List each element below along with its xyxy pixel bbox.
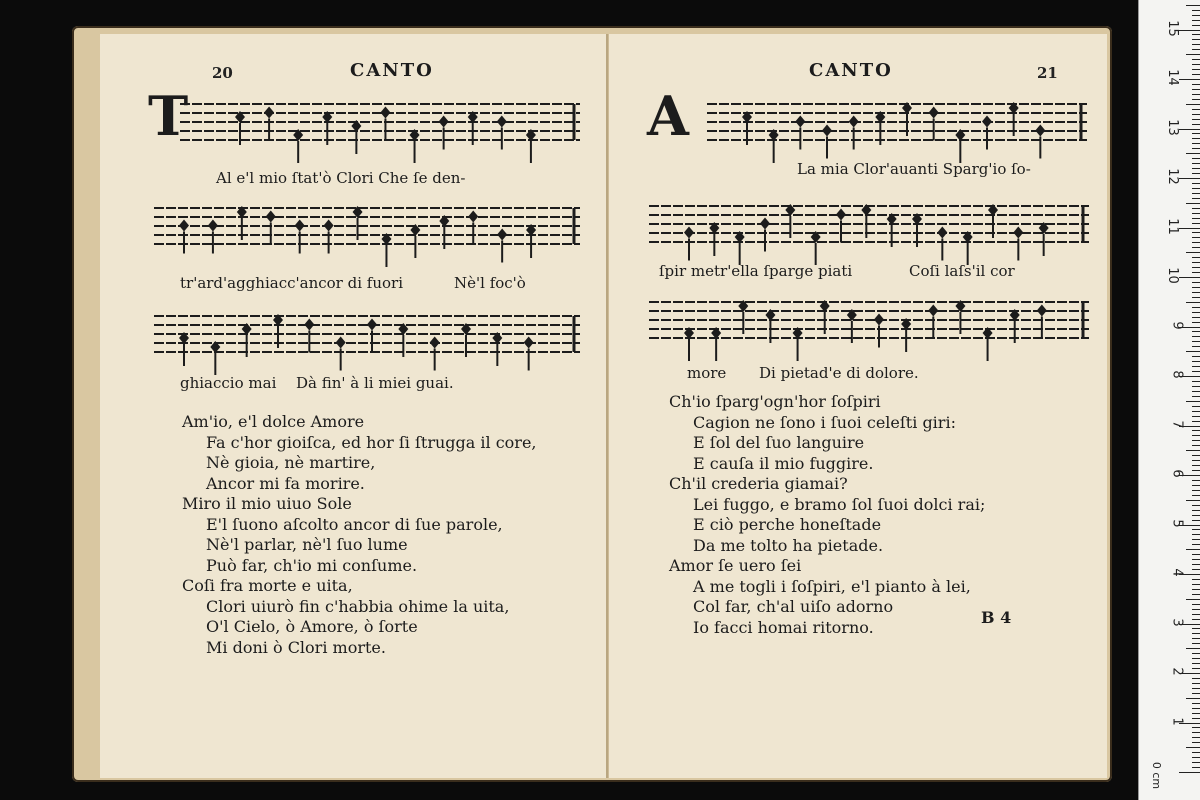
ruler-tick	[1192, 767, 1200, 768]
ruler-tick	[1186, 648, 1200, 649]
note-head	[795, 116, 805, 128]
lyric-line: Di pietad'e di dolore.	[759, 364, 919, 382]
ruler-tick	[1186, 351, 1200, 352]
note-head	[439, 116, 449, 128]
ruler-tick	[1192, 594, 1200, 595]
ruler-tick	[1192, 757, 1200, 758]
ruler-tick	[1186, 450, 1200, 451]
ruler-tick	[1192, 678, 1200, 679]
poem-verse	[669, 392, 985, 638]
ruler-tick	[1192, 421, 1200, 422]
ruler-tick	[1192, 143, 1200, 144]
lyric-line: ſpir metr'ella ſparge piati	[659, 262, 853, 280]
note-head	[430, 337, 440, 349]
note-head	[324, 220, 334, 232]
ruler-number: 4	[1169, 568, 1185, 577]
verse-line: Coſi fra morte e uita,	[182, 576, 353, 595]
note-head	[1037, 305, 1047, 317]
ruler-tick	[1192, 307, 1200, 308]
music-staff	[649, 192, 1089, 256]
note-head	[937, 227, 947, 239]
ruler-tick	[1192, 544, 1200, 545]
ruler-tick	[1192, 609, 1200, 610]
ruler-tick	[1192, 15, 1200, 16]
ruler-tick	[1179, 129, 1200, 130]
ruler-tick	[1192, 396, 1200, 397]
verse-line: Da me tolto ha pietade.	[693, 535, 884, 555]
ruler-tick	[1192, 158, 1200, 159]
note-head	[874, 314, 884, 326]
ruler-tick	[1192, 505, 1200, 506]
note-head	[849, 116, 859, 128]
music-staff	[154, 302, 580, 366]
ruler-number: 8	[1169, 370, 1185, 379]
ruler-tick	[1192, 460, 1200, 461]
ruler-tick	[1192, 114, 1200, 115]
ruler-tick	[1192, 762, 1200, 763]
ruler-tick	[1186, 747, 1200, 748]
ruler-tick	[1192, 109, 1200, 110]
ruler-tick	[1192, 708, 1200, 709]
lyric-line: Nè'l foc'ò	[454, 274, 526, 292]
ruler-tick	[1192, 411, 1200, 412]
ruler-tick	[1192, 643, 1200, 644]
ruler-tick	[1192, 223, 1200, 224]
note-head	[336, 337, 346, 349]
ruler-tick	[1192, 703, 1200, 704]
right-page	[608, 34, 1107, 778]
ruler-tick	[1179, 178, 1200, 179]
verse-line: Nè'l parlar, nè'l ſuo lume	[206, 535, 408, 554]
ruler-tick	[1192, 515, 1200, 516]
ruler-tick	[1192, 20, 1200, 21]
ruler-tick	[1192, 564, 1200, 565]
lyric-line: more	[687, 364, 727, 382]
verse-line: E ſol del ſuo languire	[693, 433, 865, 452]
ruler-tick	[1192, 614, 1200, 615]
ruler-tick	[1192, 218, 1200, 219]
ruler-tick	[1192, 257, 1200, 258]
part-title: CANTO	[350, 60, 434, 81]
ruler-tick	[1192, 232, 1200, 233]
ruler-tick	[1192, 688, 1200, 689]
verse-line: Miro il mio uiuo Sole	[182, 494, 352, 513]
ruler-tick	[1192, 297, 1200, 298]
verse-line: A me togli i ſoſpiri, e'l pianto à lei,	[693, 576, 971, 596]
ruler-tick	[1192, 124, 1200, 125]
ruler-tick	[1192, 282, 1200, 283]
ruler-tick	[1192, 534, 1200, 535]
note-head	[266, 211, 276, 223]
verse-line: Può far, ch'io mi conſume.	[206, 555, 418, 575]
page-number: 21	[1037, 64, 1058, 82]
ruler-tick	[1179, 228, 1200, 229]
verse-line: Io facci homai ritorno.	[693, 617, 874, 637]
verse-line: E'l ſuono aſcolto ancor di ſue parole,	[206, 514, 503, 534]
ruler-tick	[1192, 34, 1200, 35]
ruler-tick	[1192, 94, 1200, 95]
ruler-tick	[1192, 138, 1200, 139]
ruler-tick	[1192, 628, 1200, 629]
ruler-tick	[1192, 84, 1200, 85]
verse-line: E cauſa il mio fuggire.	[693, 453, 874, 473]
ruler-tick	[1192, 683, 1200, 684]
lyric-line: Al e'l mio ſtat'ò Clori Che ſe den-	[216, 169, 466, 187]
ruler-tick	[1192, 435, 1200, 436]
ruler-tick	[1192, 668, 1200, 669]
ruler-number: 5	[1169, 518, 1185, 528]
ruler-tick	[1192, 638, 1200, 639]
note-head	[1035, 125, 1045, 137]
ruler-tick	[1192, 198, 1200, 199]
verse-line: Ch'il crederia giamai?	[669, 474, 848, 493]
ruler-number: 13	[1165, 118, 1181, 136]
ruler-tick	[1192, 346, 1200, 347]
note-head	[982, 116, 992, 128]
poem-verse	[182, 412, 537, 658]
verse-line: Amor ſe uero ſei	[669, 556, 802, 575]
ruler-number: 11	[1165, 217, 1181, 235]
ruler-tick	[1186, 252, 1200, 253]
ruler-tick	[1192, 361, 1200, 362]
ruler-tick	[1192, 539, 1200, 540]
lyric-line: ghiaccio mai	[180, 374, 277, 392]
signature-mark: B 4	[981, 608, 1012, 627]
left-page	[100, 34, 608, 778]
note-head	[760, 218, 770, 230]
ruler-tick	[1192, 133, 1200, 134]
ruler-tick	[1192, 292, 1200, 293]
verse-line: Lei fuggo, e bramo ſol ſuoi dolci rai;	[693, 494, 986, 514]
lyric-line: La mia Clor'auanti Sparg'io ſo-	[797, 160, 1031, 178]
note-head	[264, 107, 274, 119]
ruler-tick	[1179, 79, 1200, 80]
ruler-tick	[1192, 163, 1200, 164]
ruler-tick	[1192, 148, 1200, 149]
page-number: 20	[212, 64, 233, 82]
ruler-tick	[1192, 510, 1200, 511]
ruler-tick	[1192, 713, 1200, 714]
ruler-number: 6	[1169, 469, 1185, 478]
music-staff	[154, 194, 580, 258]
ruler-tick	[1192, 262, 1200, 263]
ruler-tick	[1192, 173, 1200, 174]
ruler-tick	[1192, 752, 1200, 753]
ruler-tick	[1192, 322, 1200, 323]
note-head	[367, 319, 377, 331]
ruler-tick	[1192, 99, 1200, 100]
verse-line: Col far, ch'al uiſo adorno	[693, 597, 894, 616]
ruler-number: 3	[1169, 617, 1185, 627]
ruler-tick	[1192, 693, 1200, 694]
ruler-tick	[1192, 237, 1200, 238]
note-head	[497, 116, 507, 128]
verse-line: Fa c'hor gioiſca, ed hor ſi ſtrugga il core,	[206, 432, 537, 452]
ruler-tick	[1186, 500, 1200, 501]
ruler-tick	[1192, 584, 1200, 585]
note-head	[928, 305, 938, 317]
ruler-tick	[1192, 529, 1200, 530]
ruler-tick	[1192, 272, 1200, 273]
ruler-tick	[1192, 604, 1200, 605]
ruler-tick	[1186, 203, 1200, 204]
verse-line: E ciò perche honeſtade	[693, 515, 882, 534]
music-staff	[649, 288, 1089, 352]
decorated-initial: A	[647, 84, 689, 148]
lyric-line: Coſi laſs'il cor	[909, 262, 1015, 280]
ruler-tick	[1192, 213, 1200, 214]
ruler-tick	[1192, 381, 1200, 382]
ruler-tick	[1192, 430, 1200, 431]
ruler-tick	[1192, 208, 1200, 209]
ruler-tick	[1192, 485, 1200, 486]
note-head	[1013, 227, 1023, 239]
note-head	[304, 319, 314, 331]
ruler-tick	[1192, 589, 1200, 590]
ruler-tick	[1186, 104, 1200, 105]
ruler-tick	[1179, 30, 1200, 31]
verse-line: O'l Cielo, ò Amore, ò ſorte	[206, 617, 418, 636]
ruler-tick	[1192, 39, 1200, 40]
ruler-tick	[1192, 267, 1200, 268]
verse-line: Ancor mi fa morire.	[206, 473, 365, 493]
ruler-tick	[1192, 579, 1200, 580]
ruler-unit: 0 cm	[1150, 761, 1164, 790]
ruler-tick	[1192, 356, 1200, 357]
note-head	[208, 220, 218, 232]
ruler-tick	[1186, 5, 1200, 6]
ruler-tick	[1192, 465, 1200, 466]
ruler-tick	[1192, 495, 1200, 496]
ruler-tick	[1192, 312, 1200, 313]
ruler-number: 14	[1165, 69, 1181, 86]
lyric-line: tr'ard'agghiacc'ancor di fuori	[180, 274, 403, 292]
ruler-tick	[1192, 44, 1200, 45]
note-head	[497, 229, 507, 241]
ruler-tick	[1192, 742, 1200, 743]
ruler-tick	[1192, 559, 1200, 560]
ruler-tick	[1192, 247, 1200, 248]
ruler-tick	[1192, 188, 1200, 189]
ruler-tick	[1192, 371, 1200, 372]
ruler-tick	[1192, 554, 1200, 555]
ruler-tick	[1192, 69, 1200, 70]
ruler-tick	[1192, 242, 1200, 243]
ruler-tick	[1192, 520, 1200, 521]
ruler-tick	[1192, 341, 1200, 342]
ruler-tick	[1192, 391, 1200, 392]
note-head	[468, 211, 478, 223]
verse-line: Cagion ne ſono i ſuoi celeſti giri:	[693, 412, 956, 432]
ruler-tick	[1192, 445, 1200, 446]
open-book	[72, 12, 1112, 782]
ruler-tick	[1186, 549, 1200, 550]
music-staff	[180, 90, 580, 154]
note-head	[684, 227, 694, 239]
ruler-tick	[1192, 737, 1200, 738]
music-staff	[707, 90, 1087, 154]
ruler-number: 12	[1165, 168, 1181, 185]
ruler-tick	[1186, 401, 1200, 402]
ruler-tick	[1192, 718, 1200, 719]
part-title: CANTO	[809, 60, 893, 81]
ruler-tick	[1192, 49, 1200, 50]
ruler-number: 1	[1169, 716, 1185, 726]
ruler-tick	[1186, 698, 1200, 699]
ruler-tick	[1192, 619, 1200, 620]
ruler-tick	[1192, 440, 1200, 441]
ruler-tick	[1186, 302, 1200, 303]
ruler-tick	[1192, 64, 1200, 65]
ruler-tick	[1192, 658, 1200, 659]
ruler-tick	[1192, 490, 1200, 491]
ruler-tick	[1192, 653, 1200, 654]
note-head	[524, 337, 534, 349]
ruler-tick	[1192, 74, 1200, 75]
ruler-tick	[1192, 59, 1200, 60]
ruler-tick	[1192, 183, 1200, 184]
ruler-number: 10	[1165, 267, 1181, 284]
ruler-number: 15	[1165, 19, 1181, 37]
ruler-tick	[1192, 331, 1200, 332]
ruler-number: 9	[1169, 320, 1185, 330]
ruler-tick	[1192, 366, 1200, 367]
note-head	[295, 220, 305, 232]
ruler-tick	[1186, 153, 1200, 154]
ruler-tick	[1192, 119, 1200, 120]
verse-line: Ch'io ſparg'ogn'hor ſoſpiri	[669, 392, 881, 411]
verse-line: Mi doni ò Clori morte.	[206, 637, 386, 657]
ruler-tick	[1192, 406, 1200, 407]
note-head	[179, 220, 189, 232]
ruler-tick	[1192, 569, 1200, 570]
verse-line: Am'io, e'l dolce Amore	[182, 412, 365, 431]
ruler-tick	[1192, 727, 1200, 728]
note-head	[380, 107, 390, 119]
ruler-tick	[1192, 317, 1200, 318]
lyric-line: Dà fin' à li miei guai.	[296, 374, 454, 392]
ruler-tick	[1192, 455, 1200, 456]
ruler-tick	[1192, 732, 1200, 733]
ruler-tick	[1186, 599, 1200, 600]
ruler-tick	[1192, 25, 1200, 26]
ruler-tick	[1192, 480, 1200, 481]
ruler-number: 2	[1169, 667, 1185, 676]
measuring-ruler	[1138, 0, 1200, 800]
ruler-tick	[1179, 772, 1200, 773]
ruler-tick	[1192, 168, 1200, 169]
note-head	[836, 209, 846, 221]
ruler-tick	[1192, 193, 1200, 194]
note-head	[822, 125, 832, 137]
verse-line: Nè gioia, nè martire,	[206, 453, 376, 472]
ruler-tick	[1186, 54, 1200, 55]
ruler-tick	[1192, 416, 1200, 417]
decorated-initial: T	[148, 84, 189, 148]
ruler-tick	[1192, 633, 1200, 634]
ruler-tick	[1192, 89, 1200, 90]
note-head	[929, 107, 939, 119]
ruler-tick	[1192, 663, 1200, 664]
ruler-tick	[1192, 336, 1200, 337]
ruler-tick	[1192, 386, 1200, 387]
ruler-tick	[1192, 470, 1200, 471]
verse-line: Clori uiurò fin c'habbia ohime la uita,	[206, 596, 510, 616]
ruler-tick	[1192, 10, 1200, 11]
ruler-number: 7	[1169, 419, 1185, 429]
ruler-tick	[1179, 277, 1200, 278]
ruler-tick	[1192, 287, 1200, 288]
